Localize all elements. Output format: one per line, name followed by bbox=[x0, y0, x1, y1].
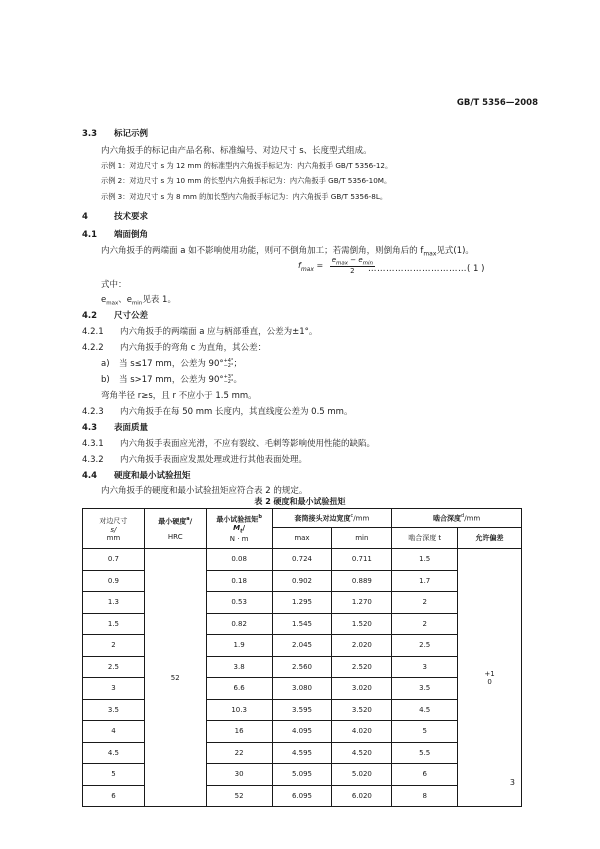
cell-size: 5 bbox=[83, 764, 145, 786]
formula-lhs: f bbox=[298, 261, 301, 271]
cell-min: 1.270 bbox=[332, 592, 392, 614]
cell-min: 2.520 bbox=[332, 656, 392, 678]
example-1: 示例 1：对边尺寸 s 为 12 mm 的标准型内六角扳手标记为：内六角扳手 GB/T 5356-12。 bbox=[101, 161, 393, 170]
header-torque bbox=[206, 509, 272, 549]
section-number: 4.3.2 bbox=[82, 455, 104, 465]
cell-max: 0.902 bbox=[272, 570, 332, 592]
header-engage-label: 啮合深度 bbox=[433, 514, 462, 523]
cell-depth: 2 bbox=[392, 592, 458, 614]
cell-depth: 4.5 bbox=[392, 699, 458, 721]
header-hardness-unit: HRC bbox=[167, 532, 183, 541]
cell-torque: 10.3 bbox=[206, 699, 272, 721]
cell-size: 3 bbox=[83, 678, 145, 700]
cell-torque: 1.9 bbox=[206, 635, 272, 657]
section-text: 内六角扳手表面应光滑，不应有裂纹、毛刺等影响使用性能的缺陷。 bbox=[120, 439, 376, 449]
cell-torque: 22 bbox=[206, 742, 272, 764]
cell-size: 6 bbox=[83, 785, 145, 807]
header-min: min bbox=[332, 528, 392, 549]
header-torque-slash: / bbox=[242, 524, 246, 533]
cell-size: 0.9 bbox=[83, 570, 145, 592]
table-caption: 表 2 硬度和最小试验扭矩 bbox=[254, 497, 346, 506]
section-number: 4.2.2 bbox=[82, 343, 104, 353]
cell-torque: 0.53 bbox=[206, 592, 272, 614]
cell-depth: 5.5 bbox=[392, 742, 458, 764]
header-torque-unit: N · m bbox=[229, 534, 249, 543]
cell-size: 1.5 bbox=[83, 613, 145, 635]
header-torque-symbol: M bbox=[233, 524, 241, 533]
section-number: 4.3.1 bbox=[82, 439, 104, 449]
section-number: 4 bbox=[82, 212, 88, 222]
section-title: 硬度和最小试验扭矩 bbox=[114, 471, 191, 481]
cell-min: 2.020 bbox=[332, 635, 392, 657]
item-label: b) bbox=[101, 375, 110, 385]
formula-num-e: e bbox=[331, 256, 337, 264]
section-number: 3.3 bbox=[82, 129, 98, 139]
section-4-2-1 bbox=[82, 325, 317, 337]
section-3-3-heading bbox=[82, 127, 148, 139]
cell-depth: 2.5 bbox=[392, 635, 458, 657]
chamfer-text bbox=[101, 244, 474, 258]
where-sub1: max bbox=[106, 300, 119, 307]
item-end: 。 bbox=[233, 375, 242, 385]
where-sub2: min bbox=[131, 300, 143, 307]
chamfer-text-main: 内六角扳手的两端面 a 如不影响使用功能，则可不倒角加工；若需倒角，则倒角后的 f bbox=[101, 246, 424, 256]
item-a bbox=[101, 357, 242, 369]
cell-min: 4.520 bbox=[332, 742, 392, 764]
section-4-heading bbox=[82, 210, 148, 222]
cell-max: 3.595 bbox=[272, 699, 332, 721]
header-bore-sup: c bbox=[350, 512, 354, 519]
cell-min: 0.889 bbox=[332, 570, 392, 592]
section-title: 标记示例 bbox=[114, 129, 149, 139]
section-4-2-2 bbox=[82, 341, 266, 353]
tolerance-stack bbox=[224, 375, 234, 385]
tolerance-plus: +1 bbox=[484, 669, 495, 678]
section-title: 表面质量 bbox=[114, 423, 149, 433]
cell-max: 1.545 bbox=[272, 613, 332, 635]
marking-description: 内六角扳手的标记由产品名称、标准编号、对边尺寸 s、长度型式组成。 bbox=[101, 146, 372, 156]
section-title: 尺寸公差 bbox=[114, 311, 149, 321]
cell-size: 4 bbox=[83, 721, 145, 743]
section-title: 技术要求 bbox=[114, 212, 149, 222]
cell-torque: 16 bbox=[206, 721, 272, 743]
header-size-line1: 对边尺寸 bbox=[99, 516, 128, 525]
tolerance-upper: +3° bbox=[223, 373, 234, 380]
header-bore-unit: /mm bbox=[353, 514, 370, 523]
cell-max: 0.724 bbox=[272, 549, 332, 571]
cell-torque: 3.8 bbox=[206, 656, 272, 678]
section-4-4-text-line: 内六角扳手的硬度和最小试验扭矩应符合表 2 的规定。 bbox=[101, 486, 308, 496]
header-hardness-sup: a bbox=[186, 516, 190, 523]
formula-lhs-sub: max bbox=[300, 265, 314, 273]
header-torque-sup: b bbox=[258, 514, 262, 521]
cell-size: 4.5 bbox=[83, 742, 145, 764]
bend-radius-text: 弯角半径 r≥s，且 r 不应小于 1.5 mm。 bbox=[101, 391, 257, 401]
header-max: max bbox=[272, 528, 332, 549]
cell-depth: 3 bbox=[392, 656, 458, 678]
cell-min: 0.711 bbox=[332, 549, 392, 571]
standard-code: GB/T 5356—2008 bbox=[456, 98, 538, 108]
example-3: 示例 3：对边尺寸 s 为 8 mm 的加长型内六角扳手标记为：内六角扳手 GB/T 5356-8L。 bbox=[101, 192, 388, 201]
cell-depth: 3.5 bbox=[392, 678, 458, 700]
section-4-4-heading bbox=[82, 469, 191, 481]
cell-min: 3.020 bbox=[332, 678, 392, 700]
header-hardness-slash: / bbox=[189, 517, 193, 526]
cell-torque: 30 bbox=[206, 764, 272, 786]
section-number: 4.2.3 bbox=[82, 407, 104, 417]
cell-size: 2 bbox=[83, 635, 145, 657]
table-row bbox=[83, 549, 522, 571]
cell-max: 3.080 bbox=[272, 678, 332, 700]
formula-1: $f_{max}$ = $\frac{e_{max} - e_{min}}{2}$ bbox=[298, 256, 373, 276]
cell-depth: 1.5 bbox=[392, 549, 458, 571]
header-torque-sub: t bbox=[240, 528, 243, 535]
cell-max: 5.095 bbox=[272, 764, 332, 786]
formula-denominator: 2 bbox=[350, 267, 355, 276]
header-torque-label: 最小试验扭矩 bbox=[216, 515, 259, 524]
cell-torque: 0.18 bbox=[206, 570, 272, 592]
formula-num-sub2: min bbox=[362, 260, 373, 267]
formula-dots: …………………………… bbox=[368, 264, 467, 274]
where-label: 式中： bbox=[101, 280, 127, 290]
section-4-2-3 bbox=[82, 405, 352, 417]
cell-torque: 6.6 bbox=[206, 678, 272, 700]
cell-max: 6.095 bbox=[272, 785, 332, 807]
section-4-3-1 bbox=[82, 437, 375, 449]
where-tail: 见表 1。 bbox=[142, 295, 176, 305]
cell-max: 2.045 bbox=[272, 635, 332, 657]
cell-depth: 8 bbox=[392, 785, 458, 807]
header-size-line3: mm bbox=[106, 533, 121, 542]
cell-min: 3.520 bbox=[332, 699, 392, 721]
item-end: ； bbox=[233, 359, 242, 369]
header-engage-sup: d bbox=[461, 512, 465, 519]
cell-depth: 6 bbox=[392, 764, 458, 786]
item-b bbox=[101, 373, 242, 385]
cell-max: 2.560 bbox=[272, 656, 332, 678]
where-e: e bbox=[101, 295, 107, 305]
cell-max: 4.595 bbox=[272, 742, 332, 764]
section-4-3-heading bbox=[82, 421, 148, 433]
table-body bbox=[83, 549, 522, 807]
cell-max: 1.295 bbox=[272, 592, 332, 614]
section-text: 内六角扳手在每 50 mm 长度内，其直线度公差为 0.5 mm。 bbox=[120, 407, 353, 417]
cell-size: 1.3 bbox=[83, 592, 145, 614]
section-text: 内六角扳手的两端面 a 应与柄部垂直，公差为±1°。 bbox=[120, 327, 318, 337]
header-bore-label: 套筒接头对边宽度 bbox=[294, 514, 351, 523]
header-tolerance: 允许偏差 bbox=[458, 528, 522, 549]
cell-torque: 0.08 bbox=[206, 549, 272, 571]
formula-number bbox=[368, 264, 484, 274]
cell-min: 1.520 bbox=[332, 613, 392, 635]
header-size-line2: s/ bbox=[110, 525, 117, 534]
section-text: 内六角扳手的弯角 c 为直角，其公差： bbox=[120, 343, 267, 353]
section-4-3-2 bbox=[82, 453, 307, 465]
page-number: 3 bbox=[509, 778, 515, 787]
cell-min: 5.020 bbox=[332, 764, 392, 786]
tolerance-upper: +4° bbox=[223, 357, 234, 364]
cell-torque: 52 bbox=[206, 785, 272, 807]
cell-min: 4.020 bbox=[332, 721, 392, 743]
section-text: 内六角扳手表面应发黑处理或进行其他表面处理。 bbox=[120, 455, 308, 465]
header-engage-unit: /mm bbox=[464, 514, 481, 523]
hardness-torque-table bbox=[82, 508, 522, 807]
header-hardness bbox=[144, 509, 206, 549]
cell-size: 3.5 bbox=[83, 699, 145, 721]
example-2: 示例 2：对边尺寸 s 为 10 mm 的长型内六角扳手标记为：内六角扳手 GB/T 5356-10M。 bbox=[101, 176, 392, 185]
header-depth: 啮合深度 t bbox=[392, 528, 458, 549]
tolerance-lower: −2° bbox=[223, 362, 234, 369]
header-hardness-label: 最小硬度 bbox=[158, 517, 187, 526]
where-mid: 、e bbox=[118, 295, 132, 305]
cell-hardness: 52 bbox=[144, 549, 206, 807]
cell-depth: 1.7 bbox=[392, 570, 458, 592]
header-bore bbox=[272, 509, 392, 528]
tolerance-lower: −2° bbox=[223, 378, 234, 385]
chamfer-text-sub: max bbox=[423, 250, 437, 258]
cell-size: 2.5 bbox=[83, 656, 145, 678]
tolerance-stack bbox=[224, 359, 234, 369]
cell-torque: 0.82 bbox=[206, 613, 272, 635]
section-number: 4.2 bbox=[82, 311, 98, 321]
section-number: 4.1 bbox=[82, 230, 98, 240]
item-text: 当 s≤17 mm，公差为 90° bbox=[119, 359, 224, 369]
cell-tolerance bbox=[458, 549, 522, 807]
formula-tag: ( 1 ) bbox=[467, 264, 485, 274]
cell-depth: 5 bbox=[392, 721, 458, 743]
section-title: 端面倒角 bbox=[114, 230, 149, 240]
header-size bbox=[83, 509, 145, 549]
item-label: a) bbox=[101, 359, 110, 369]
where-definition bbox=[101, 293, 176, 307]
cell-min: 6.020 bbox=[332, 785, 392, 807]
tolerance-zero: 0 bbox=[487, 677, 492, 686]
formula-num-minus: − e bbox=[348, 256, 363, 264]
section-4-2-heading bbox=[82, 309, 148, 321]
section-4-1-heading bbox=[82, 228, 148, 240]
cell-max: 4.095 bbox=[272, 721, 332, 743]
cell-size: 0.7 bbox=[83, 549, 145, 571]
header-engage bbox=[392, 509, 522, 528]
section-number: 4.3 bbox=[82, 423, 98, 433]
item-text: 当 s>17 mm，公差为 90° bbox=[119, 375, 224, 385]
formula-num-sub1: max bbox=[336, 260, 348, 267]
chamfer-text-tail: 见式(1)。 bbox=[436, 246, 474, 256]
section-number: 4.4 bbox=[82, 471, 98, 481]
cell-depth: 2 bbox=[392, 613, 458, 635]
section-number: 4.2.1 bbox=[82, 327, 104, 337]
